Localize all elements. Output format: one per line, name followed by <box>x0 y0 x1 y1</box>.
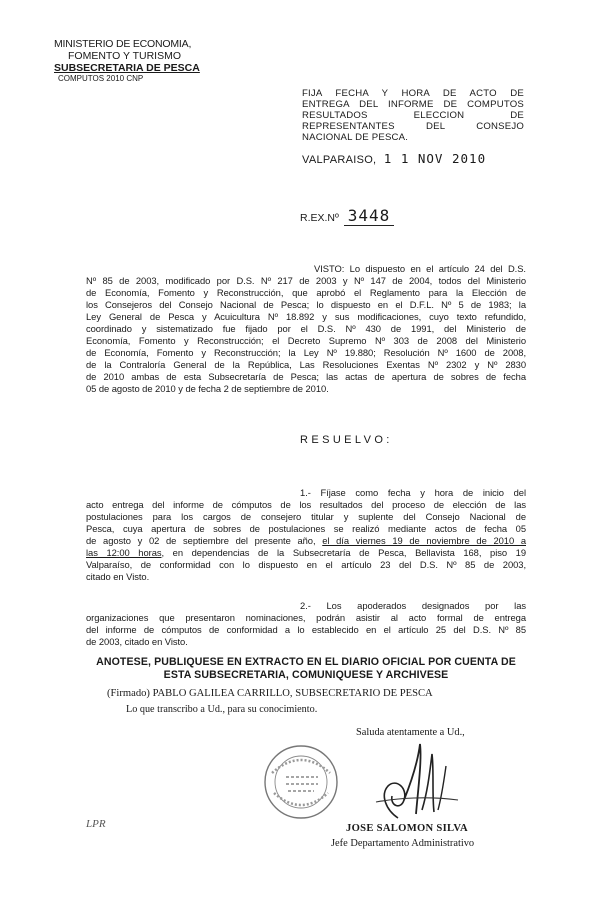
point-text: , en dependencias de la Subsecretaría de Pesca, Bellavista 168, piso 19 <box>161 547 526 558</box>
point-line: Valparaíso, de conformidad con lo dispuesto en el artículo 23 del D.S. Nº 85 de 2003, <box>86 559 526 570</box>
closing-formula <box>84 656 528 682</box>
event-date-underlined: el día viernes 19 de noviembre de 2010 a <box>322 535 526 546</box>
point-line: 2.- Los apoderados designados por las <box>300 600 526 611</box>
point-line: Pesca, cuya apertura de sobres de postulaciones se realizó mediante actos de fecha 05 <box>86 523 526 534</box>
subject-line: ENTREGA DEL INFORME DE COMPUTOS <box>302 99 524 110</box>
city: VALPARAISO, <box>302 154 377 166</box>
visto-line: 05 de agosto de 2010 y de fecha 2 de septiembre de 2010. <box>86 383 329 394</box>
closing-line: ESTA SUBSECRETARIA, COMUNIQUESE Y ARCHIVESE <box>163 669 449 681</box>
file-reference: COMPUTOS 2010 CNP <box>58 74 144 83</box>
greeting: Saluda atentamente a Ud., <box>356 727 465 738</box>
ministry-name-2: FOMENTO Y TURISMO <box>68 50 181 62</box>
visto-line: VISTO: Lo dispuesto en el artículo 24 del D.S. <box>314 263 526 274</box>
point-line: de 2003, citado en Visto. <box>86 636 188 647</box>
point-line: 1.- Fíjase como fecha y hora de inicio del <box>300 487 526 498</box>
handwritten-signature <box>368 740 468 824</box>
visto-paragraph <box>86 263 526 395</box>
place-date <box>302 151 486 166</box>
closing-line: ANOTESE, PUBLIQUESE EN EXTRACTO EN EL DIARIO OFICIAL POR CUENTA DE <box>96 656 516 668</box>
signed-by-line: (Firmado) PABLO GALILEA CARRILLO, SUBSECRETARIO DE PESCA <box>107 688 433 699</box>
subject-line: REPRESENTANTES DEL CONSEJO <box>302 121 524 132</box>
visto-line: de 2010 ambas de esta Subsecretaría de Pesca; las actas de apertura de sobres de fecha <box>86 371 526 382</box>
transcription-note: Lo que transcribo a Ud., para su conocimiento. <box>126 704 318 715</box>
subject-line: RESULTADOS ELECCION DE <box>302 110 524 121</box>
resuelvo-heading: RESUELVO: <box>300 434 393 446</box>
point-line: citado en Visto. <box>86 571 150 582</box>
visto-line: de Economía, Fomento y Reconstrucción; la Ley Nº 19.880; Resolución Nº 1600 de 2008, <box>86 347 526 358</box>
subject-line: FIJA FECHA Y HORA DE ACTO DE <box>302 88 524 99</box>
signatory-name: JOSE SALOMON SILVA <box>346 823 468 834</box>
ministry-name: MINISTERIO DE ECONOMIA, <box>54 38 192 50</box>
visto-line: de la Contraloría General de la República, Las Resoluciones Exentas Nº 2302 y Nº 2830 <box>86 359 526 370</box>
resolution-number <box>300 206 394 225</box>
resolution-label: R.EX.Nº <box>300 212 339 224</box>
subsecretaria-name: SUBSECRETARIA DE PESCA <box>54 62 200 74</box>
point-line: del informe de cómputos de conformidad a lo establecido en el artículo 25 del D.S. Nº 85 <box>86 624 526 635</box>
event-time-underlined: las 12:00 horas <box>86 547 162 558</box>
point-line <box>86 535 526 547</box>
subject-line: NACIONAL DE PESCA. <box>302 132 409 143</box>
ministry-header <box>54 38 200 83</box>
visto-line: Economía, Fomento y Reconstrucción; el Decreto Supremo Nº 303 de 2008 del Ministerio <box>86 335 526 346</box>
visto-line: Nº 85 de 2003, modificado por D.S. Nº 217 de 2003 y Nº 147 de 2004, todos del Ministerio <box>86 275 526 286</box>
visto-line: coordinado y sistematizado fue fijado por el D.S. Nº 430 de 1991, del Ministerio de <box>86 323 526 334</box>
resolution-point-2 <box>86 600 526 648</box>
point-text: de agosto y 02 de septiembre del presente año, <box>86 535 323 546</box>
signatory-title: Jefe Departamento Administrativo <box>331 838 475 849</box>
visto-line: de Economía, Fomento y Reconstrucción, que aprobó el Reglamento para la Elección de <box>86 287 526 298</box>
subject-block <box>302 88 524 143</box>
point-line: postulaciones para los cargos de consejero titular y suplente del Consejo Nacional de <box>86 511 526 522</box>
visto-line: Ley General de Pesca y Acuicultura Nº 18.892 y sus modificaciones, cuyo texto refundido, <box>86 311 526 322</box>
resolution-point-1 <box>86 487 526 583</box>
point-line <box>86 547 526 559</box>
stamped-date: 1 1 NOV 2010 <box>383 151 487 166</box>
visto-line: los Consejeros del Consejo Nacional de Pesca; lo dispuesto en el D.F.L. Nº 5 de 1983; la <box>86 299 526 310</box>
point-line: organizaciones que presentaron nominaciones, podrán asistir al acto formal de entrega <box>86 612 526 623</box>
resolution-value: 3448 <box>344 206 395 226</box>
typist-initials: LPR <box>86 818 106 830</box>
official-seal-stamp <box>262 743 340 821</box>
point-line: acto entrega del informe de cómputos de los resultados del proceso de elección de las <box>86 499 526 510</box>
